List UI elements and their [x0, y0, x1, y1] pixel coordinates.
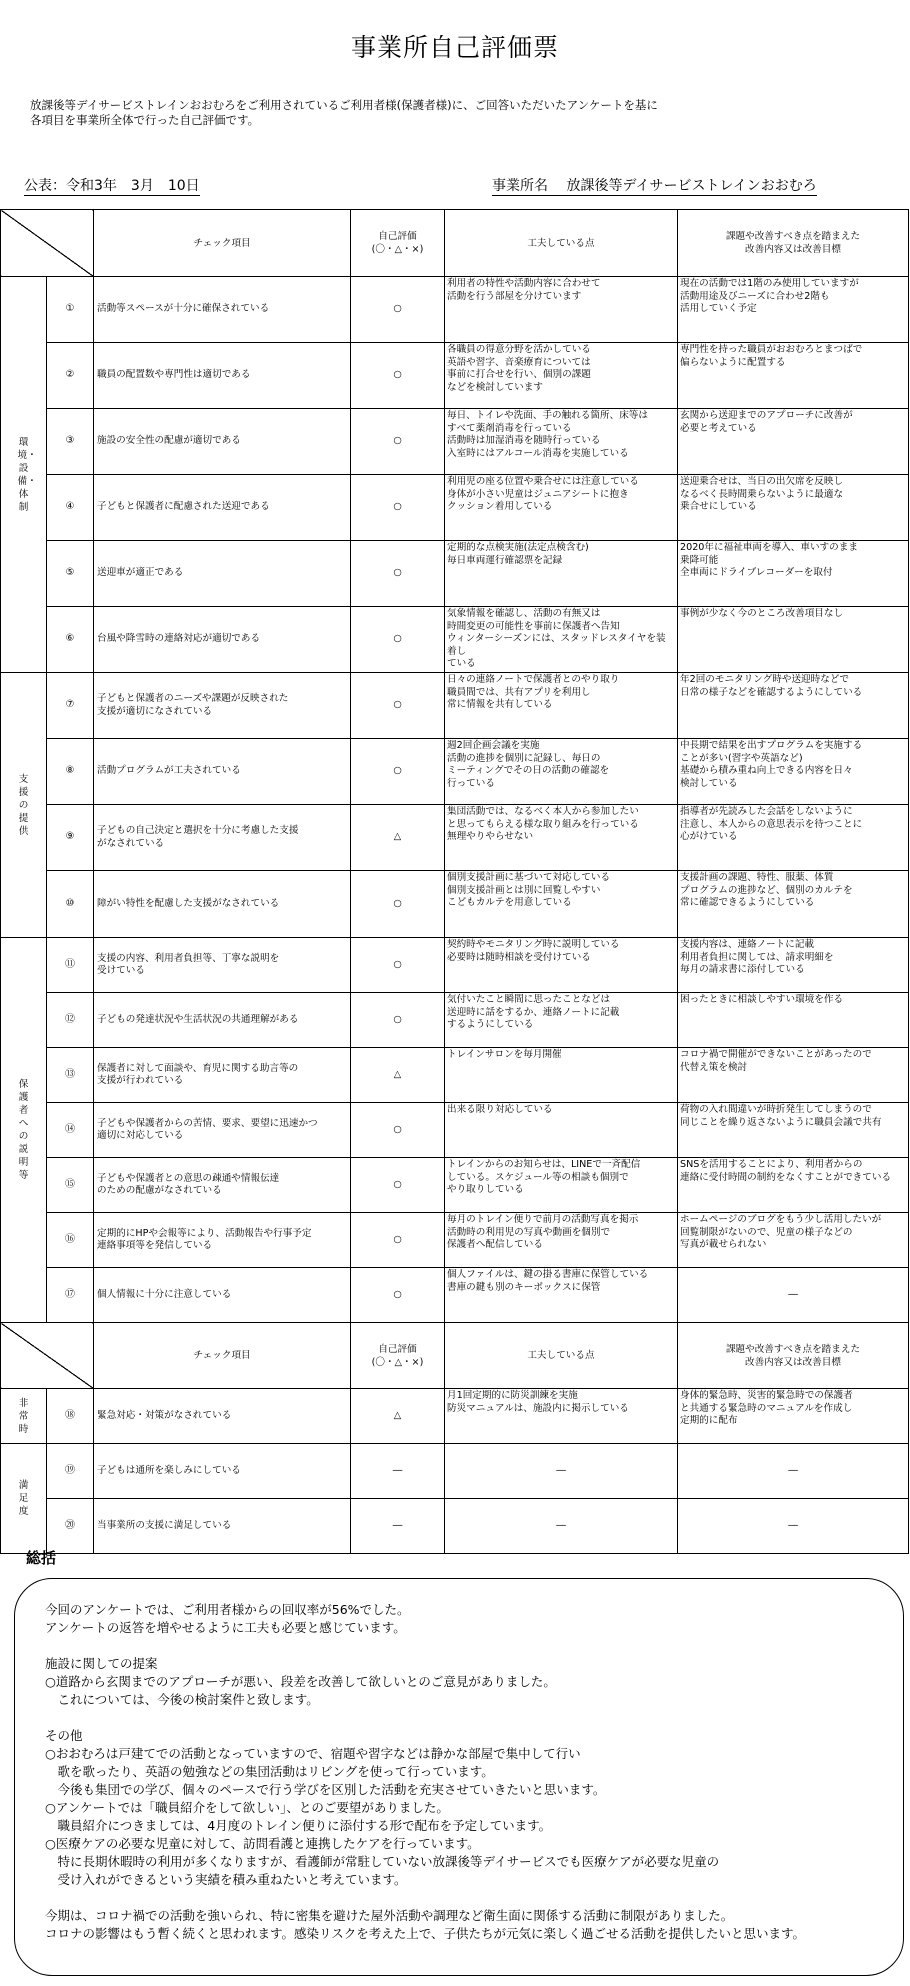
item-number: ⑳ [47, 1499, 94, 1554]
effort-note: 個別支援計画に基づいて対応している 個別支援計画とは別に回覧しやすい こどもカルテを用意している [445, 871, 678, 938]
check-item: 保護者に対して面談や、育児に関する助言等の 支援が行われている [94, 1048, 351, 1103]
table-row [1, 541, 909, 607]
self-eval-mark: ○ [351, 541, 445, 607]
check-item: 活動等スペースが十分に確保されている [94, 277, 351, 343]
item-number: ⑧ [47, 739, 94, 805]
issues-note: 中長期で結果を出すプログラムを実施する ことが多い(習字や英語など) 基礎から積み重ね向上できる内容を日々 検討している [678, 739, 909, 805]
category-emergency [1, 1389, 47, 1444]
issues-note: 身体的緊急時、災害的緊急時での保護者 と共通する緊急時のマニュアルを作成し 定期的に配布 [678, 1389, 909, 1444]
item-number: ⑨ [47, 805, 94, 871]
issues-note: 2020年に福祉車両を導入、車いすのまま 乗降可能 全車両にドライブレコーダーを取付 [678, 541, 909, 607]
item-number: ④ [47, 475, 94, 541]
header-corner [1, 210, 94, 277]
table-row [1, 1268, 909, 1323]
issues-note: ホームページのブログをもう少し活用したいが 回覧制限がないので、児童の様子などの 写真が載せられない [678, 1213, 909, 1268]
check-item: 定期的にHPや会報等により、活動報告や行事予定 連絡事項等を発信している [94, 1213, 351, 1268]
category-env [1, 277, 47, 673]
effort-note: ― [445, 1499, 678, 1554]
effort-note: 毎日、トイレや洗面、手の触れる箇所、床等は すべて薬剤消毒を行っている 活動時は加湿消毒を随時行っている 入室時にはアルコール消毒を実施している [445, 409, 678, 475]
self-eval-mark: ○ [351, 475, 445, 541]
item-number: ⑰ [47, 1268, 94, 1323]
check-item: 子どもと保護者に配慮された送迎である [94, 475, 351, 541]
self-eval-mark: ○ [351, 871, 445, 938]
issues-note: 専門性を持った職員がおおむろとまつばで 偏らないように配置する [678, 343, 909, 409]
issues-note: ― [678, 1499, 909, 1554]
table-row [1, 673, 909, 739]
check-item: 子どもの発達状況や生活状況の共通理解がある [94, 993, 351, 1048]
item-number: ⑪ [47, 938, 94, 993]
summary-box: 今回のアンケートでは、ご利用者様からの回収率が56%でした。 アンケートの返答を増やせるように工夫も必要と感じています。 施設に関しての提案 ○道路から玄関までのアプローチが悪い、段差を改善して欲しいとのご意見がありました。 これについては、今後の検討案件と致します。 その他 ○おおむろは戸建てでの活動となっていますので、宿題や習字などは静かな部屋で集中して行い 歌を歌ったり、英語の勉強などの集団活動はリビングを使って行っています。 今後も集団での学び、個々のペースで行う学びを区別した活動を充実させていきたいと思います。 ○アンケートでは「職員紹介をして欲しい」、とのご要望がありました。 職員紹介につきましては、4月度のトレイン便りに添付する形で配布を予定しています。 ○医療ケアの必要な児童に対して、訪問看護と連携したケアを行っています。 特に長期休暇時の利用が多くなりますが、看護師が常駐していない放課後等デイサービスでも医療ケアが必要な児童の 受け入れができるという実績を積み重ねたいと考えています。 今期は、コロナ禍での活動を強いられ、特に密集を避けた屋外活動や調理など衛生面に関係する活動に制限がありました。 コロナの影響はもう暫く続くと思われます。感染リスクを考えた上で、子供たちが元気に楽しく過ごせる活動を提供したいと思います。 [14, 1578, 904, 1976]
issues-note: 支援計画の課題、特性、服薬、体質 プログラムの進捗など、個別のカルテを 常に確認できるようにしている [678, 871, 909, 938]
effort-note: 日々の連絡ノートで保護者とのやり取り 職員間では、共有アプリを利用し 常に情報を共有している [445, 673, 678, 739]
category-support [1, 673, 47, 938]
self-eval-mark: ○ [351, 1213, 445, 1268]
table-row [1, 277, 909, 343]
header-issues: 課題や改善すべき点を踏まえた 改善内容又は改善目標 [678, 210, 909, 277]
effort-note: 契約時やモニタリング時に説明している 必要時は随時相談を受付けている [445, 938, 678, 993]
self-eval-mark: ― [351, 1444, 445, 1499]
table-row [1, 1048, 909, 1103]
announcement-date: 公表：令和3年 3月 10日 [24, 178, 200, 194]
category-satisfaction [1, 1444, 47, 1554]
effort-note: 集団活動では、なるべく本人から参加したい と思ってもらえる様な取り組みを行っている 無理やりやらせない [445, 805, 678, 871]
issues-note: 困ったときに相談しやすい環境を作る [678, 993, 909, 1048]
self-eval-mark: ○ [351, 1103, 445, 1158]
item-number: ⑱ [47, 1389, 94, 1444]
effort-note: 各職員の得意分野を活かしている 英語や習字、音楽療育については 事前に打合せを行い、個別の課題 などを検討しています [445, 343, 678, 409]
self-eval-mark: △ [351, 805, 445, 871]
check-item: 当事業所の支援に満足している [94, 1499, 351, 1554]
page-title: 事業所自己評価票 [350, 33, 559, 62]
self-eval-mark: ― [351, 1499, 445, 1554]
table-header-row [1, 1323, 909, 1389]
self-eval-mark: ○ [351, 607, 445, 673]
item-number: ⑮ [47, 1158, 94, 1213]
category-label: 満足度 [18, 1480, 29, 1517]
self-eval-mark: ○ [351, 1268, 445, 1323]
issues-note: 玄関から送迎までのアプローチに改善が 必要と考えている [678, 409, 909, 475]
effort-note: 利用児の座る位置や乗合せには注意している 身体が小さい児童はジュニアシートに抱き クッション着用している [445, 475, 678, 541]
table-row [1, 993, 909, 1048]
effort-note: 個人ファイルは、鍵の掛る書庫に保管している 書庫の鍵も別のキーボックスに保管 [445, 1268, 678, 1323]
check-item: 支援の内容、利用者負担等、丁寧な説明を 受けている [94, 938, 351, 993]
effort-note: 出来る限り対応している [445, 1103, 678, 1158]
effort-note: トレインからのお知らせは、LINEで一斉配信 している。スケジュール等の相談も個別で やり取りしている [445, 1158, 678, 1213]
issues-note: ― [678, 1444, 909, 1499]
item-number: ③ [47, 409, 94, 475]
issues-note: 現在の活動では1階のみ使用していますが 活動用途及びニーズに合わせ2階も 活用していく予定 [678, 277, 909, 343]
category-label: 支援の提供 [18, 773, 29, 837]
table-row [1, 739, 909, 805]
self-eval-mark: ○ [351, 673, 445, 739]
table-row [1, 805, 909, 871]
item-number: ⑤ [47, 541, 94, 607]
header-self-eval: 自己評価 (〇・△・×) [351, 1323, 445, 1389]
category-label: 非常時 [18, 1397, 29, 1435]
check-item: 子どもは通所を楽しみにしている [94, 1444, 351, 1499]
item-number: ⑭ [47, 1103, 94, 1158]
header-issues: 課題や改善すべき点を踏まえた 改善内容又は改善目標 [678, 1323, 909, 1389]
check-item: 台風や降雪時の連絡対応が適切である [94, 607, 351, 673]
check-item: 子どもや保護者からの苦情、要求、要望に迅速かつ 適切に対応している [94, 1103, 351, 1158]
table-row [1, 1444, 909, 1499]
self-eval-mark: ○ [351, 938, 445, 993]
table-row [1, 475, 909, 541]
issues-note: 支援内容は、連絡ノートに記載 利用者負担に関しては、請求明細を 毎月の請求書に添付している [678, 938, 909, 993]
effort-note: 月1回定期的に防災訓練を実施 防災マニュアルは、施設内に掲示している [445, 1389, 678, 1444]
issues-note: 事例が少なく今のところ改善項目なし [678, 607, 909, 673]
item-number: ⑦ [47, 673, 94, 739]
category-parents [1, 938, 47, 1323]
item-number: ② [47, 343, 94, 409]
self-eval-mark: ○ [351, 739, 445, 805]
self-eval-mark: △ [351, 1389, 445, 1444]
table-row [1, 1213, 909, 1268]
facility-name: 事業所名 放課後等デイサービストレインおおむろ [492, 178, 817, 194]
item-number: ① [47, 277, 94, 343]
header-effort: 工夫している点 [445, 1323, 678, 1389]
effort-note: ― [445, 1444, 678, 1499]
issues-note: 荷物の入れ間違いが時折発生してしまうので 同じことを繰り返さないように職員会議で共有 [678, 1103, 909, 1158]
header-check-item: チェック項目 [94, 210, 351, 277]
header-check-item: チェック項目 [94, 1323, 351, 1389]
item-number: ⑩ [47, 871, 94, 938]
check-item: 子どもや保護者との意思の疎通や情報伝達 のための配慮がなされている [94, 1158, 351, 1213]
check-item: 子どもと保護者のニーズや課題が反映された 支援が適切になされている [94, 673, 351, 739]
effort-note: 週2回企画会議を実施 活動の進捗を個別に記録し、毎日の ミーティングでその日の活動の確認を 行っている [445, 739, 678, 805]
category-label: 保護者への説明等 [18, 1079, 29, 1181]
table-row [1, 1103, 909, 1158]
effort-note: 気付いたこと瞬間に思ったことなどは 送迎時に話をするか、連絡ノートに記載 するようにしている [445, 993, 678, 1048]
effort-note: 気象情報を確認し、活動の有無又は 時間変更の可能性を事前に保護者へ告知 ウィンターシーズンには、スタッドレスタイヤを装着し ている [445, 607, 678, 673]
intro-text [30, 98, 870, 128]
self-eval-mark: ○ [351, 1158, 445, 1213]
self-eval-mark: ○ [351, 343, 445, 409]
check-item: 送迎車が適正である [94, 541, 351, 607]
self-eval-mark: △ [351, 1048, 445, 1103]
item-number: ⑬ [47, 1048, 94, 1103]
self-eval-mark: ○ [351, 277, 445, 343]
header-self-eval: 自己評価 (〇・△・×) [351, 210, 445, 277]
check-item: 子どもの自己決定と選択を十分に考慮した支援 がなされている [94, 805, 351, 871]
check-item: 職員の配置数や専門性は適切である [94, 343, 351, 409]
check-item: 個人情報に十分に注意している [94, 1268, 351, 1323]
table-row [1, 343, 909, 409]
intro-line: 各項目を事業所全体で行った自己評価です。 [30, 113, 260, 127]
effort-note: 定期的な点検実施(法定点検含む) 毎日車両運行確認票を記録 [445, 541, 678, 607]
table-row [1, 1499, 909, 1554]
issues-note: ― [678, 1268, 909, 1323]
item-number: ⑫ [47, 993, 94, 1048]
check-item: 施設の安全性の配慮が適切である [94, 409, 351, 475]
table-row [1, 607, 909, 673]
table-row [1, 409, 909, 475]
table-row [1, 871, 909, 938]
self-eval-mark: ○ [351, 409, 445, 475]
item-number: ⑥ [47, 607, 94, 673]
check-item: 障がい特性を配慮した支援がなされている [94, 871, 351, 938]
category-label: 環境・設備・体制 [17, 436, 37, 513]
item-number: ⑯ [47, 1213, 94, 1268]
summary-title: 総括 [26, 1549, 57, 1567]
effort-note: 毎月のトレイン便りで前月の活動写真を掲示 活動時の利用児の写真や動画を個別で 保護者へ配信している [445, 1213, 678, 1268]
evaluation-table [0, 209, 909, 1554]
table-row [1, 1158, 909, 1213]
issues-note: SNSを活用することにより、利用者からの 連絡に受付時間の制約をなくすことができている [678, 1158, 909, 1213]
issues-note: 送迎乗合せは、当日の出欠席を反映し なるべく長時間乗らないように最適な 乗合せにしている [678, 475, 909, 541]
table-header-row [1, 210, 909, 277]
check-item: 緊急対応・対策がなされている [94, 1389, 351, 1444]
effort-note: 利用者の特性や活動内容に合わせて 活動を行う部屋を分けています [445, 277, 678, 343]
table-row [1, 938, 909, 993]
item-number: ⑲ [47, 1444, 94, 1499]
header-effort: 工夫している点 [445, 210, 678, 277]
issues-note: 年2回のモニタリング時や送迎時などで 日常の様子などを確認するようにしている [678, 673, 909, 739]
self-eval-mark: ○ [351, 993, 445, 1048]
effort-note: トレインサロンを毎月開催 [445, 1048, 678, 1103]
issues-note: コロナ禍で開催ができないことがあったので 代替え策を検討 [678, 1048, 909, 1103]
issues-note: 指導者が先読みした会話をしないように 注意し、本人からの意思表示を待つことに 心がけている [678, 805, 909, 871]
check-item: 活動プログラムが工夫されている [94, 739, 351, 805]
header-corner [1, 1323, 94, 1389]
intro-line: 放課後等デイサービストレインおおむろをご利用されているご利用者様(保護者様)に、ご回答いただいたアンケートを基に [30, 98, 658, 112]
table-row [1, 1389, 909, 1444]
